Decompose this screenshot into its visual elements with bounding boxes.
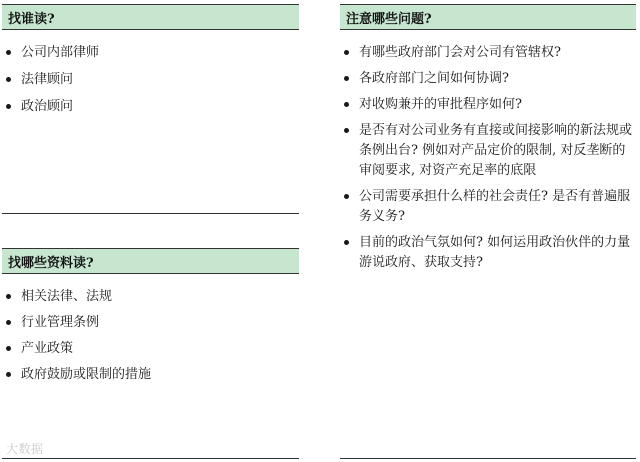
what-to-read-bottom-rule xyxy=(2,458,299,459)
who-reads-item: 公司内部律师 xyxy=(2,43,299,63)
what-to-read-item: 政府鼓励或限制的措施 xyxy=(2,365,299,385)
who-reads-title: 找谁读? xyxy=(2,4,299,30)
issues-item: 目前的政治气氛如何? 如何运用政治伙伴的力量游说政府、获取支持? xyxy=(340,233,636,273)
what-to-read-list xyxy=(2,287,299,385)
issues-item: 公司需要承担什么样的社会责任? 是否有普遍服务义务? xyxy=(340,187,636,227)
what-to-read-item: 相关法律、法规 xyxy=(2,287,299,307)
issues-panel xyxy=(340,4,636,279)
what-to-read-title: 找哪些资料读? xyxy=(2,248,299,274)
issues-item: 是否有对公司业务有直接或间接影响的新法规或条例出台? 例如对产品定价的限制, 对反垄断的审阅要求, 对资产充足率的底限 xyxy=(340,121,636,181)
who-reads-bottom-rule xyxy=(2,213,299,214)
issues-item: 各政府部门之间如何协调? xyxy=(340,69,636,89)
watermark: 大数据 xyxy=(6,442,44,456)
who-reads-list xyxy=(2,43,299,117)
who-reads-panel xyxy=(2,4,299,124)
what-to-read-panel xyxy=(2,248,299,391)
who-reads-item: 政治顾问 xyxy=(2,97,299,117)
issues-list xyxy=(340,43,636,273)
what-to-read-item: 行业管理条例 xyxy=(2,313,299,333)
who-reads-item: 法律顾问 xyxy=(2,70,299,90)
issues-item: 对收购兼并的审批程序如何? xyxy=(340,95,636,115)
issues-bottom-rule xyxy=(340,458,636,459)
what-to-read-item: 产业政策 xyxy=(2,339,299,359)
issues-item: 有哪些政府部门会对公司有管辖权? xyxy=(340,43,636,63)
issues-title: 注意哪些问题? xyxy=(340,4,636,30)
